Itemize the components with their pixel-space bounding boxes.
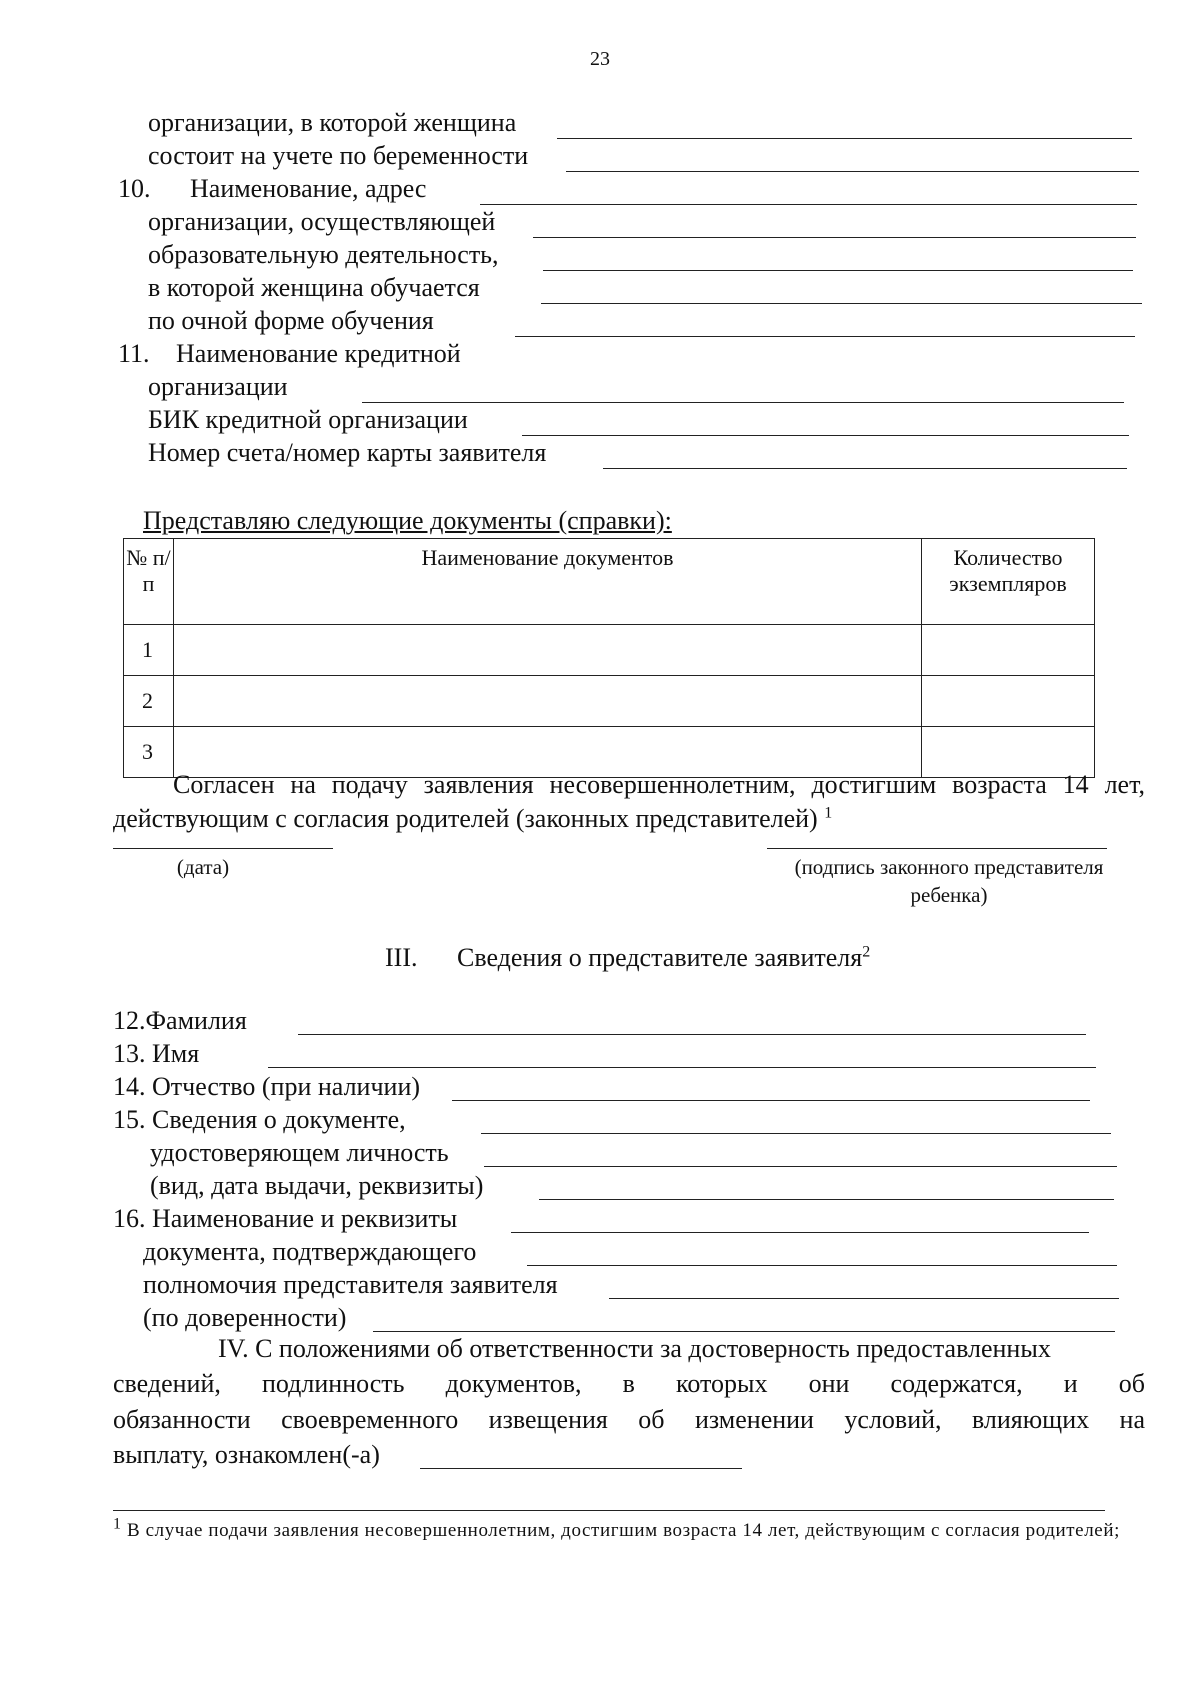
document-name-cell[interactable] <box>173 625 921 676</box>
input-line-power-of-attorney[interactable] <box>373 1331 1115 1332</box>
footnote-text: В случае подачи заявления несовершеннолетним, достигшим возраста 14 лет, действующим с согласия родителей; <box>126 1520 1120 1541</box>
column-header-count: Количество экземпляров <box>922 539 1095 625</box>
documents-table <box>123 538 1095 778</box>
row-number: 2 <box>124 676 174 727</box>
input-line-date[interactable] <box>113 848 333 849</box>
field-label-studies: в которой женщина обучается <box>148 273 480 302</box>
signature-caption: (подпись законного представителя ребенка) <box>794 855 1104 907</box>
date-caption: (дата) <box>176 855 230 879</box>
field-label-fulltime: по очной форме обучения <box>148 306 434 335</box>
input-line-edu-activity[interactable] <box>543 270 1133 271</box>
table-header-row <box>124 539 1095 625</box>
field-label-edu-org: организации, осуществляющей <box>148 207 496 236</box>
table-row <box>124 625 1095 676</box>
field-number-10: 10. <box>118 174 151 203</box>
input-line-confirming[interactable] <box>527 1265 1117 1266</box>
section-4-line-4: выплату, ознакомлен(-а) <box>113 1440 380 1469</box>
field-label-surname: 12.Фамилия <box>113 1006 247 1035</box>
field-label-edu-activity: образовательную деятельность, <box>148 240 499 269</box>
field-label-organization: организации, в которой женщина <box>148 108 517 137</box>
document-count-cell[interactable] <box>922 676 1095 727</box>
document-name-cell[interactable] <box>173 676 921 727</box>
input-line-organization[interactable] <box>557 138 1132 139</box>
field-label-confirming: документа, подтверждающего <box>143 1237 477 1266</box>
field-label-bik: БИК кредитной организации <box>148 405 468 434</box>
field-label-id-document: 15. Сведения о документе, <box>113 1105 406 1134</box>
field-label-patronymic: 14. Отчество (при наличии) <box>113 1072 421 1101</box>
footnote-mark-2: 2 <box>862 943 871 961</box>
field-label-id-details: (вид, дата выдачи, реквизиты) <box>150 1171 484 1200</box>
documents-heading: Представляю следующие документы (справки): <box>143 506 672 535</box>
consent-text: Согласен на подачу заявления несовершеннолетним, достигшим возраста 14 лет, действующим с согласия родителей (законных представителей) <box>113 770 1145 833</box>
section-3-number: III. <box>385 943 418 972</box>
field-number-11: 11. <box>118 339 150 368</box>
input-line-credit-org[interactable] <box>362 402 1124 403</box>
column-header-name: Наименование документов <box>173 539 921 625</box>
page-number: 23 <box>590 48 610 70</box>
footnote-separator <box>113 1510 1105 1511</box>
column-header-number: № п/п <box>124 539 174 625</box>
input-line-pregnancy[interactable] <box>566 171 1139 172</box>
input-line-acknowledged[interactable] <box>420 1468 742 1469</box>
input-line-id-details[interactable] <box>539 1199 1114 1200</box>
input-line-patronymic[interactable] <box>452 1100 1090 1101</box>
field-label-first-name: 13. Имя <box>113 1039 200 1068</box>
footnote-mark-1: 1 <box>824 804 833 822</box>
field-label-name-address: Наименование, адрес <box>190 174 427 203</box>
field-label-authority-doc: 16. Наименование и реквизиты <box>113 1204 458 1233</box>
footnote-mark: 1 <box>113 1515 122 1533</box>
table-row <box>124 676 1095 727</box>
section-3-title <box>457 943 870 973</box>
document-count-cell[interactable] <box>922 625 1095 676</box>
section-4-line-3: обязанности своевременного извещения об изменении условий, влияющих на <box>113 1405 1145 1434</box>
section-4-line-1: IV. С положениями об ответственности за достоверность предоставленных <box>218 1334 1051 1363</box>
field-label-power-of-attorney: (по доверенности) <box>143 1303 347 1332</box>
input-line-name-address[interactable] <box>480 204 1137 205</box>
input-line-bik[interactable] <box>522 435 1129 436</box>
input-line-surname[interactable] <box>298 1034 1086 1035</box>
row-number: 3 <box>124 727 174 778</box>
input-line-signature[interactable] <box>767 848 1107 849</box>
section-3-title-text: Сведения о представителе заявителя <box>457 943 863 972</box>
field-label-credit-org: Наименование кредитной <box>176 339 461 368</box>
field-label-powers: полномочия представителя заявителя <box>143 1270 558 1299</box>
input-line-account[interactable] <box>603 468 1127 469</box>
footnote <box>113 1515 1143 1544</box>
input-line-edu-org[interactable] <box>533 237 1136 238</box>
input-line-studies[interactable] <box>541 303 1142 304</box>
row-number: 1 <box>124 625 174 676</box>
input-line-first-name[interactable] <box>268 1067 1096 1068</box>
input-line-identity[interactable] <box>484 1166 1117 1167</box>
field-label-account: Номер счета/номер карты заявителя <box>148 438 547 467</box>
section-4-line-2: сведений, подлинность документов, в которых они содержатся, и об <box>113 1369 1145 1398</box>
consent-paragraph <box>113 768 1145 836</box>
input-line-id-document[interactable] <box>481 1133 1111 1134</box>
field-label-organization-2: организации <box>148 372 288 401</box>
input-line-powers[interactable] <box>609 1298 1119 1299</box>
field-label-pregnancy: состоит на учете по беременности <box>148 141 529 170</box>
field-label-identity: удостоверяющем личность <box>150 1138 449 1167</box>
input-line-authority-doc[interactable] <box>511 1232 1089 1233</box>
input-line-fulltime[interactable] <box>515 336 1135 337</box>
